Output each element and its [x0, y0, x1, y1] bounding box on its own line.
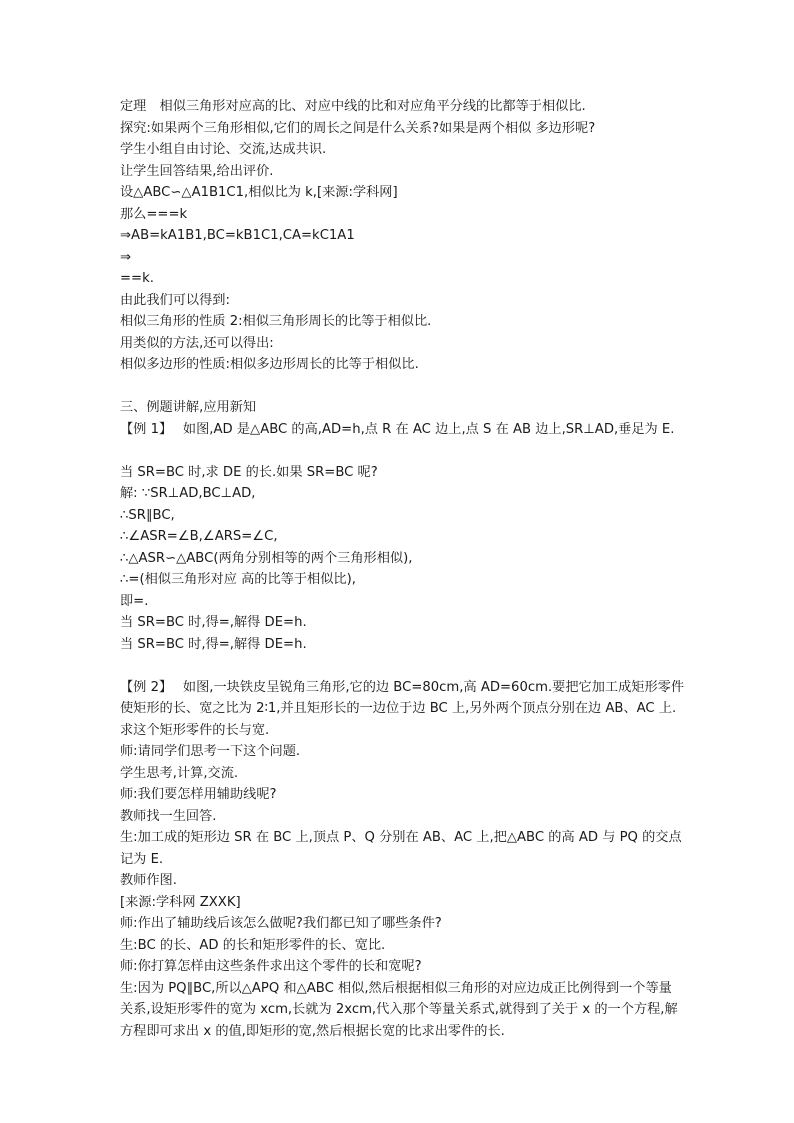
spacer — [120, 440, 685, 462]
dialogue-line: 教师找一生回答. — [120, 808, 217, 824]
dialogue-line: 生:因为 PQ∥BC,所以△APQ 和△ABC 相似,然后根据相似三角形的对应边成正比例得到一个等量关系,设矩形零件的宽为 xcm,长就为 2xcm,代入那个等量关系式,就得到了关于 x 的一个方程,解方程即可求出 x 的值,即矩形的宽,然后根据长宽的比求出零件的长. — [120, 980, 678, 1039]
example-1-line: 当 SR=BC 时,求 DE 的长.如果 SR=BC 呢? — [120, 464, 378, 480]
polygon-property-line: 相似多边形的性质:相似多边形周长的比等于相似比. — [120, 357, 419, 372]
example-1-line: 当 SR=BC 时,得=,解得 DE=h. — [120, 636, 307, 652]
example-1-line: ∴=(相似三角形对应 高的比等于相似比), — [120, 572, 356, 587]
dialogue-line: 生:加工成的矩形边 SR 在 BC 上,顶点 P、Q 分别在 AB、AC 上,把△ABC 的高 AD 与 PQ 的交点记为 E. — [120, 830, 682, 867]
example-1-line: 当 SR=BC 时,得=,解得 DE=h. — [120, 615, 307, 630]
property-2-line: 相似三角形的性质 2:相似三角形周长的比等于相似比. — [120, 314, 432, 329]
text-line: 学生小组自由讨论、交流,达成共识. — [120, 142, 327, 157]
spacer — [120, 376, 685, 398]
dialogue-line: 师:作出了辅助线后该怎么做呢?我们都已知了哪些条件? — [120, 916, 442, 931]
example-1-title: 【例 1】 如图,AD 是△ABC 的高,AD=h,点 R 在 AC 边上,点 S 在 AB 边上,SR⊥AD,垂足为 E. — [120, 421, 675, 437]
text-line: 用类似的方法,还可以得出: — [120, 335, 274, 351]
spacer — [120, 655, 685, 677]
formula-line: ⇒AB=kA1B1,BC=kB1C1,CA=kC1A1 — [120, 228, 355, 243]
text-line: 让学生回答结果,给出评价. — [120, 163, 274, 179]
dialogue-line: 教师作图. — [120, 873, 177, 888]
explore-line: 探究:如果两个三角形相似,它们的周长之间是什么关系?如果是两个相似 多边形呢? — [120, 120, 596, 136]
example-1-line: ∴∠ASR=∠B,∠ARS=∠C, — [120, 529, 278, 544]
example-2-text: 【例 2】 如图,一块铁皮呈锐角三角形,它的边 BC=80cm,高 AD=60cm.要把它加工成矩形零件使矩形的长、宽之比为 2∶1,并且矩形长的一边位于边 BC 上,另外两个顶点分别在边 AB、AC 上.求这个矩形零件的长与宽. — [120, 679, 685, 738]
theorem-line: 定理 相似三角形对应高的比、对应中线的比和对应角平分线的比都等于相似比. — [120, 99, 586, 114]
example-1-line: ∴SR∥BC, — [120, 507, 175, 523]
document-body — [120, 96, 685, 1042]
dialogue-line: 师:我们要怎样用辅助线呢? — [120, 787, 277, 802]
text-line: 由此我们可以得到: — [120, 292, 230, 308]
formula-line: ⇒ — [120, 249, 132, 265]
source-note: [来源:学科网 ZXXK] — [120, 894, 241, 910]
dialogue-line: 师:你打算怎样由这些条件求出这个零件的长和宽呢? — [120, 959, 422, 974]
dialogue-line: 学生思考,计算,交流. — [120, 765, 239, 781]
formula-line: ==k. — [120, 271, 154, 286]
dialogue-line: 师:请同学们思考一下这个问题. — [120, 744, 301, 759]
section-heading: 三、例题讲解,应用新知 — [120, 400, 257, 415]
text-line: 设△ABC∽△A1B1C1,相似比为 k,[来源:学科网] — [120, 185, 398, 200]
dialogue-line: 生:BC 的长、AD 的长和矩形零件的长、宽比. — [120, 937, 386, 953]
formula-line: 那么===k — [120, 206, 188, 222]
example-1-line: ∴△ASR∽△ABC(两角分别相等的两个三角形相似), — [120, 550, 413, 566]
example-1-line: 即=. — [120, 593, 149, 609]
example-1-line: 解: ∵SR⊥AD,BC⊥AD, — [120, 486, 256, 501]
